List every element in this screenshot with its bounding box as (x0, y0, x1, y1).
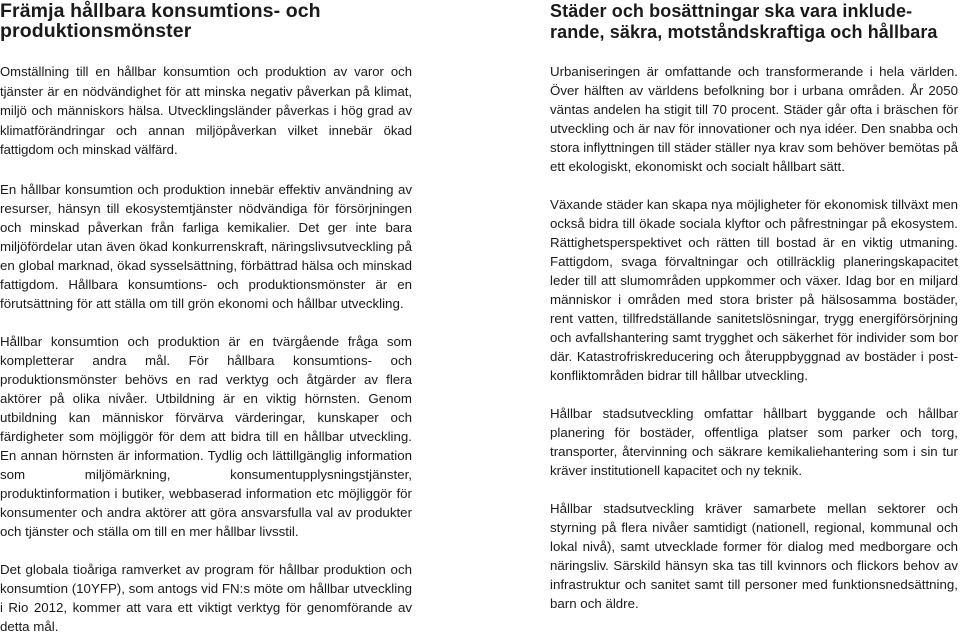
left-column-body (0, 62, 412, 636)
right-heading-line-1: Städer och bosättningar ska vara inklude- (550, 1, 913, 21)
right-column-body (550, 62, 958, 613)
left-heading-line-1: Främja hållbara konsumtions- och (0, 0, 321, 22)
left-column-heading (0, 1, 412, 41)
left-heading-line-2: produktionsmönster (0, 20, 192, 42)
paragraph: En hållbar konsumtion och produktion innebär effektiv användning av resurser, hänsyn till ekosystemtjänster nödvändiga för försörjningen och minskad påverkan från farliga kemikalier. Det ger inte bara miljöfördelar utan även ökad konkurrenskraft, näringslivsutveckling på en global marknad, ökad sysselsättning, förbättrad hälsa och minskad fattigdom. Hållbara konsumtions- och produktionsmönster är en förutsättning för att ställa om till grön ekonomi och hållbar utveckling. (0, 181, 412, 311)
paragraph: Hållbar stadsutveckling kräver samarbete mellan sektorer och styrning på flera nivåer samtidigt (nationell, regional, kommunal och lokal nivå), samt utvecklade former för dialog med medborgare och näringsliv. Särskild hänsyn ska tas till kvinnors och flickors behov av infrastruktur och sanitet samt till personer med funktionsnedsättning, barn och äldre. (550, 501, 958, 611)
right-heading-line-2: rande, säkra, motståndskraftiga och hållbara (550, 21, 938, 42)
paragraph: Urbaniseringen är omfattande och transformerande i hela världen. Över hälften av världens befolkning bor i urbana områden. År 2050 väntas andelen ha stigit till 70 procent. Städer går ofta i bräschen för utveckling och är nav för innovationer och nya idéer. Den snabba och stora inflyttningen till städer ställer nya krav som behöver bemötas på ett ekologiskt, ekonomiskt och socialt hållbart sätt. (550, 64, 958, 174)
paragraph: Hållbar stadsutveckling omfattar hållbart byggande och hållbar planering för bostäder, offentliga platser som parker och torg, transporter, återvinning och säkrare kemikaliehantering som i sin tur kräver institutionell kapacitet och ny teknik. (550, 406, 958, 478)
paragraph: Det globala tioåriga ramverket av program för hållbar produktion och konsumtion (10YFP), som antogs vid FN:s möte om hållbar utveckling i Rio 2012, kommer att vara ett viktigt verktyg för genomförande av detta mål. (0, 561, 412, 634)
paragraph: Hållbar konsumtion och produktion är en tvärgående fråga som kompletterar andra mål. För hållbara konsumtions- och produktionsmönster behövs en rad verktyg och åtgärder av flera aktörer på olika nivåer. Utbildning är en viktig hörnsten. Genom utbildning kan människor förvärva värderingar, kunskaper och färdigheter som möjliggör för dem att bidra till en hållbar utveckling. En annan hörnsten är information. Tydlig och lättillgänglig information som miljömärkning, konsumentupplysningstjänster, produktinformation i butiker, webbaserad information etc möjliggör för konsumenter och andra aktörer att göra ansvarsfulla val av produkter och tjänster och ställa om till en mer hållbar livsstil. (0, 333, 412, 539)
left-column (0, 0, 412, 634)
right-column-heading (550, 1, 960, 42)
paragraph: Omställning till en hållbar konsumtion och produktion av varor och tjänster är en nödvändighet för att minska negativ påverkan på klimat, miljö och människors hälsa. Utvecklingsländer påverkas i hög grad av klimatförändringar och annan miljöpåverkan vilket innebär ökad fattigdom och minskad välfärd. (0, 64, 412, 157)
paragraph: Växande städer kan skapa nya möjligheter för ekonomisk tillväxt men också bidra till ökade sociala klyftor och påfrestningar på ekosystem. Rättighetsperspektivet och rätten till bostad är en viktig utmaning. Fattigdom, svaga förvaltningar och otillräcklig planeringskapacitet leder till att slumområden uppkommer och växer. Idag bor en miljard människor i områden med stora brister på hälsosamma bostäder, rent vatten, tillfredställande sanitetslösningar, trygg energiförsörjning och avfallshantering samt trygghet och säkerhet för individer som bor där. Katastrofriskreducering och återuppbyggnad av bostäder i post-konfliktområden bidrar till hållbar utveckling. (550, 197, 958, 383)
right-column (550, 0, 960, 611)
